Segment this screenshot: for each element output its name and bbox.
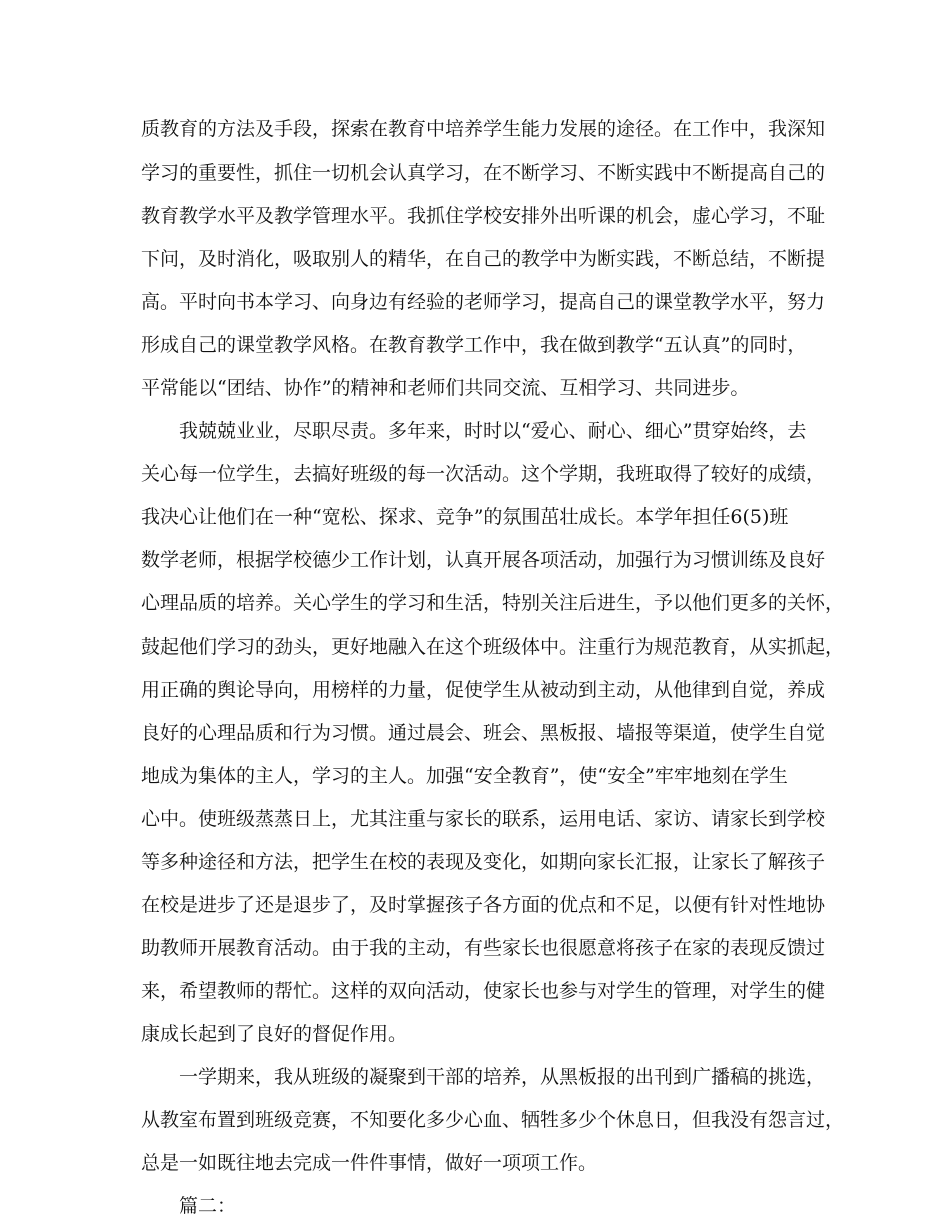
paragraph-2-line-1: 我兢兢业业，尽职尽责。多年来，时时以“爱心、耐心、细心”贯穿始终，去 bbox=[179, 420, 807, 442]
paragraph-2-line-10: 心中。使班级蒸蒸日上，尤其注重与家长的联系，运用电话、家访、请家长到学校 bbox=[141, 808, 826, 830]
paragraph-1-line-4: 下问，及时消化，吸取别人的精华，在自己的教学中为断实践，不断总结，不断提 bbox=[141, 248, 826, 270]
paragraph-1-line-6: 形成自己的课堂教学风格。在教育教学工作中，我在做到教学“五认真”的同时， bbox=[141, 334, 807, 356]
paragraph-2-line-14: 来，希望教师的帮忙。这样的双向活动，使家长也参与对学生的管理，对学生的健 bbox=[141, 980, 826, 1002]
paragraph-2-line-3: 我决心让他们在一种“宽松、探求、竞争”的氛围茁壮成长。本学年担任6(5)班 bbox=[141, 506, 789, 528]
paragraph-1-line-7: 平常能以“团结、协作”的精神和老师们共同交流、互相学习、共同进步。 bbox=[141, 377, 750, 399]
paragraph-3-line-3: 总是一如既往地去完成一件件事情，做好一项项工作。 bbox=[141, 1152, 598, 1174]
paragraph-2-line-15: 康成长起到了良好的督促作用。 bbox=[141, 1023, 408, 1045]
paragraph-2-line-2: 关心每一位学生，去搞好班级的每一次活动。这个学期，我班取得了较好的成绩， bbox=[141, 463, 826, 485]
paragraph-1-line-3: 教育教学水平及教学管理水平。我抓住学校安排外出听课的机会，虚心学习，不耻 bbox=[141, 205, 826, 227]
paragraph-2-line-13: 助教师开展教育活动。由于我的主动，有些家长也很愿意将孩子在家的表现反馈过 bbox=[141, 937, 826, 959]
paragraph-2-line-4: 数学老师，根据学校德少工作计划，认真开展各项活动，加强行为习惯训练及良好 bbox=[141, 549, 826, 571]
paragraph-2-line-11: 等多种途径和方法，把学生在校的表现及变化，如期向家长汇报，让家长了解孩子 bbox=[141, 851, 826, 873]
paragraph-2-line-5: 心理品质的培养。关心学生的学习和生活，特别关注后进生，予以他们更多的关怀， bbox=[141, 592, 845, 614]
paragraph-2-line-8: 良好的心理品质和行为习惯。通过晨会、班会、黑板报、墙报等渠道，使学生自觉 bbox=[141, 722, 826, 744]
paragraph-1-line-5: 高。平时向书本学习、向身边有经验的老师学习，提高自己的课堂教学水平，努力 bbox=[141, 291, 826, 313]
section-heading-part-two: 篇二： bbox=[179, 1195, 237, 1217]
paragraph-1-line-2: 学习的重要性，抓住一切机会认真学习，在不断学习、不断实践中不断提高自己的 bbox=[141, 162, 826, 184]
paragraph-2-line-6: 鼓起他们学习的劲头，更好地融入在这个班级体中。注重行为规范教育，从实抓起， bbox=[141, 636, 845, 658]
paragraph-1-line-1: 质教育的方法及手段，探索在教育中培养学生能力发展的途径。在工作中，我深知 bbox=[141, 118, 826, 140]
paragraph-2-line-9: 地成为集体的主人，学习的主人。加强“安全教育”，使“安全”牢牢地刻在学生 bbox=[141, 765, 788, 787]
paragraph-2-line-12: 在校是进步了还是退步了，及时掌握孩子各方面的优点和不足，以便有针对性地协 bbox=[141, 894, 826, 916]
paragraph-2-line-7: 用正确的舆论导向，用榜样的力量，促使学生从被动到主动，从他律到自觉，养成 bbox=[141, 679, 826, 701]
paragraph-3-line-1: 一学期来，我从班级的凝聚到干部的培养，从黑板报的出刊到广播稿的挑选， bbox=[179, 1066, 826, 1088]
paragraph-3-line-2: 从教室布置到班级竞赛，不知要化多少心血、牺牲多少个休息日，但我没有怨言过， bbox=[141, 1109, 845, 1131]
